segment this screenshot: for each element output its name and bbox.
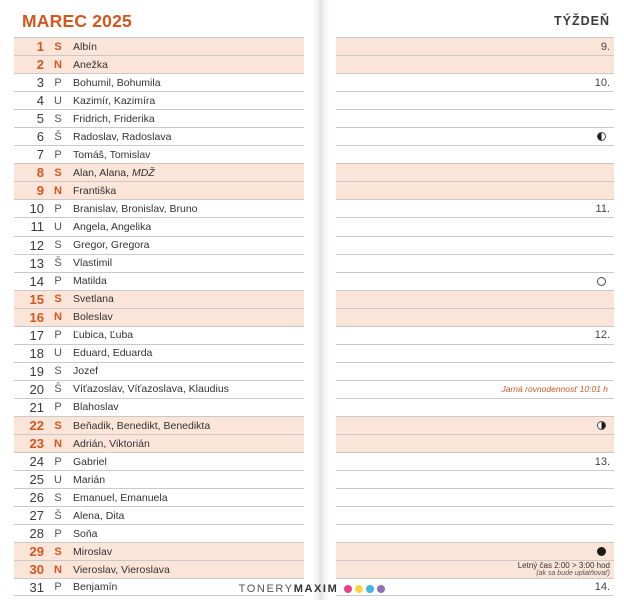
name-day-names — [66, 456, 304, 468]
brand-prefix: TONERY — [238, 583, 294, 595]
day-row[interactable] — [14, 488, 304, 506]
moon-phase-icon — [597, 277, 606, 286]
day-weekday-abbr: N — [54, 58, 62, 71]
note-row[interactable] — [336, 308, 614, 326]
day-number: 18 — [29, 345, 44, 361]
day-number: 23 — [29, 436, 44, 452]
day-weekday-abbr: S — [54, 491, 62, 504]
day-number: 29 — [29, 544, 44, 560]
name-day-text: Branislav, Bronislav, Bruno — [73, 202, 198, 215]
note-row[interactable] — [336, 560, 614, 578]
day-list — [14, 37, 304, 596]
footer-brand — [0, 578, 624, 600]
name-day-text: Anežka — [73, 58, 109, 71]
name-day-names — [66, 329, 304, 341]
day-number: 21 — [29, 399, 44, 415]
brand-suffix: MAXIM — [293, 583, 339, 595]
name-day-names — [66, 546, 304, 558]
day-number: 31 — [29, 579, 44, 595]
note-row[interactable] — [336, 91, 614, 109]
day-weekday-abbr: P — [54, 148, 62, 161]
name-day-names — [66, 59, 304, 71]
name-day-text: Svetlana — [73, 293, 114, 306]
day-number: 20 — [29, 381, 44, 397]
day-number: 19 — [29, 363, 44, 379]
day-row[interactable] — [14, 434, 304, 452]
day-weekday-abbr: Š — [54, 257, 62, 270]
name-day-text: Adrián, Viktorián — [73, 437, 150, 450]
week-number: 13. — [594, 455, 610, 468]
note-row[interactable] — [336, 254, 614, 272]
day-row[interactable] — [14, 452, 304, 470]
page-gutter — [312, 0, 330, 600]
day-number: 14 — [29, 273, 44, 289]
note-row[interactable] — [336, 73, 614, 91]
day-number: 24 — [29, 454, 44, 470]
name-day-text: Angela, Angelika — [73, 220, 152, 233]
note-row[interactable] — [336, 452, 614, 470]
day-number: 27 — [29, 508, 44, 524]
daylight-saving-note — [518, 562, 610, 578]
day-weekday-abbr: P — [54, 581, 62, 594]
dst-main-text: Letný čas 2:00 > 3:00 hod — [517, 560, 610, 570]
name-day-text: Bohumil, Bohumila — [73, 76, 161, 89]
note-row[interactable] — [336, 272, 614, 290]
day-row[interactable] — [14, 542, 304, 560]
week-number: 10. — [594, 76, 610, 89]
note-row[interactable] — [336, 290, 614, 308]
name-day-text: Františka — [73, 184, 117, 197]
name-day-text: Eduard, Eduarda — [73, 347, 153, 360]
name-day-text: Jozef — [73, 365, 99, 378]
day-number: 12 — [29, 237, 44, 253]
day-number: 25 — [29, 472, 44, 488]
note-row[interactable] — [336, 199, 614, 217]
day-weekday-abbr: P — [54, 401, 62, 414]
day-weekday-abbr: P — [54, 455, 62, 468]
day-number: 9 — [36, 183, 44, 199]
note-row[interactable] — [336, 37, 614, 55]
brand-dots — [344, 585, 385, 593]
week-number: 9. — [600, 40, 610, 53]
name-day-names — [66, 401, 304, 413]
day-weekday-abbr: S — [54, 239, 62, 252]
day-number: 5 — [36, 111, 44, 127]
name-day-text: Boleslav — [73, 311, 113, 324]
day-row[interactable] — [14, 127, 304, 145]
day-row[interactable] — [14, 416, 304, 434]
day-row[interactable] — [14, 362, 304, 380]
day-row[interactable] — [14, 109, 304, 127]
day-row[interactable] — [14, 254, 304, 272]
name-day-text: Fridrich, Friderika — [73, 112, 155, 125]
name-day-names — [66, 438, 304, 450]
name-day-names — [66, 365, 304, 377]
note-row[interactable] — [336, 524, 614, 542]
note-row[interactable] — [336, 109, 614, 127]
name-day-names — [66, 149, 304, 161]
day-weekday-abbr: P — [54, 527, 62, 540]
day-number: 3 — [36, 75, 44, 91]
day-weekday-abbr: S — [54, 365, 62, 378]
day-row[interactable] — [14, 470, 304, 488]
name-day-text: Vlastimil — [73, 257, 113, 270]
note-row[interactable] — [336, 434, 614, 452]
day-weekday-abbr: P — [54, 202, 62, 215]
name-day-text: Vieroslav, Vieroslava — [73, 563, 170, 576]
day-row[interactable] — [14, 145, 304, 163]
day-row[interactable] — [14, 55, 304, 73]
name-day-text: Miroslav — [73, 545, 113, 558]
day-weekday-abbr: N — [54, 437, 62, 450]
name-day-names — [66, 203, 304, 215]
note-row[interactable] — [336, 163, 614, 181]
day-row[interactable] — [14, 344, 304, 362]
name-day-names — [66, 510, 304, 522]
brand-dot-icon — [377, 585, 385, 593]
right-page — [330, 0, 624, 600]
astronomical-event-note: Jarná rovnodennosť 10:01 h — [501, 384, 608, 395]
note-row[interactable] — [336, 470, 614, 488]
day-number: 6 — [36, 129, 44, 145]
name-day-text: Marián — [73, 473, 106, 486]
name-day-names — [66, 239, 304, 251]
day-row[interactable] — [14, 398, 304, 416]
name-day-text: Kazimír, Kazimíra — [73, 94, 156, 107]
day-row[interactable] — [14, 181, 304, 199]
name-day-names — [66, 474, 304, 486]
name-day-names — [66, 113, 304, 125]
brand-dot-icon — [344, 585, 352, 593]
name-day-text: Matilda — [73, 275, 107, 288]
dst-sub-text: (ak sa bude uplatňovať) — [536, 570, 610, 578]
day-row[interactable] — [14, 91, 304, 109]
name-day-text: Víťazoslav, Víťazoslava, Klaudius — [73, 383, 229, 396]
day-row[interactable] — [14, 37, 304, 55]
note-row[interactable] — [336, 55, 614, 73]
name-day-names — [66, 257, 304, 269]
name-day-names — [66, 311, 304, 323]
day-number: 16 — [29, 309, 44, 325]
note-row[interactable] — [336, 127, 614, 145]
day-number: 7 — [36, 147, 44, 163]
note-row[interactable] — [336, 145, 614, 163]
day-weekday-abbr: U — [54, 347, 62, 360]
note-row[interactable] — [336, 416, 614, 434]
day-weekday-abbr: U — [54, 94, 62, 107]
name-day-names — [66, 95, 304, 107]
note-row[interactable] — [336, 362, 614, 380]
week-column-title: TÝŽDEŇ — [554, 14, 610, 28]
name-day-text: Gabriel — [73, 455, 107, 468]
name-day-names — [66, 41, 304, 53]
note-row[interactable] — [336, 380, 614, 398]
day-number: 28 — [29, 526, 44, 542]
note-row[interactable] — [336, 488, 614, 506]
day-number: 26 — [29, 490, 44, 506]
name-day-names — [66, 564, 304, 576]
day-row[interactable] — [14, 163, 304, 181]
name-day-text: Alena, Dita — [73, 509, 125, 522]
day-weekday-abbr: P — [54, 275, 62, 288]
name-day-text: Soňa — [73, 527, 98, 540]
day-weekday-abbr: U — [54, 473, 62, 486]
day-number: 17 — [29, 327, 44, 343]
note-row[interactable] — [336, 398, 614, 416]
month-title: MAREC 2025 — [22, 11, 132, 31]
day-row[interactable] — [14, 236, 304, 254]
brand-dot-icon — [366, 585, 374, 593]
day-weekday-abbr: Š — [54, 383, 62, 396]
name-day-names — [66, 185, 304, 197]
day-number: 4 — [36, 93, 44, 109]
moon-phase-icon — [597, 132, 606, 141]
day-weekday-abbr: S — [54, 112, 62, 125]
day-row[interactable] — [14, 326, 304, 344]
name-day-names — [66, 221, 304, 233]
day-row[interactable] — [14, 560, 304, 578]
day-row[interactable] — [14, 73, 304, 91]
day-row[interactable] — [14, 308, 304, 326]
name-day-text: Gregor, Gregora — [73, 239, 150, 252]
day-number: 10 — [29, 201, 44, 217]
name-day-names — [66, 131, 304, 143]
day-weekday-abbr: N — [54, 563, 62, 576]
note-row[interactable] — [336, 217, 614, 235]
day-number: 11 — [30, 219, 44, 235]
day-weekday-abbr: P — [54, 329, 62, 342]
day-row[interactable] — [14, 380, 304, 398]
day-weekday-abbr: N — [54, 184, 62, 197]
day-weekday-abbr: S — [54, 166, 62, 179]
day-number: 2 — [36, 57, 44, 73]
moon-phase-icon — [597, 547, 606, 556]
name-day-names — [66, 528, 304, 540]
day-row[interactable] — [14, 506, 304, 524]
day-row[interactable] — [14, 199, 304, 217]
brand-text — [239, 583, 339, 595]
holiday-note: MDŽ — [131, 166, 155, 179]
name-day-text: Emanuel, Emanuela — [73, 491, 168, 504]
day-number: 22 — [29, 418, 44, 433]
name-day-names — [66, 77, 304, 89]
day-row[interactable] — [14, 524, 304, 542]
day-weekday-abbr: S — [54, 293, 62, 306]
note-row[interactable] — [336, 326, 614, 344]
name-day-text: Benjamín — [73, 581, 118, 594]
note-row[interactable] — [336, 542, 614, 560]
day-weekday-abbr: Š — [54, 509, 62, 522]
name-day-text: Radoslav, Radoslava — [73, 130, 172, 143]
name-day-text: Tomáš, Tomislav — [73, 148, 151, 161]
day-row[interactable] — [14, 272, 304, 290]
day-weekday-abbr: S — [54, 40, 62, 53]
notes-list — [336, 37, 614, 596]
brand-dot-icon — [355, 585, 363, 593]
day-weekday-abbr: N — [54, 311, 62, 324]
name-day-text: Blahoslav — [73, 401, 119, 414]
week-number: 14. — [594, 581, 610, 594]
name-day-names — [66, 275, 304, 287]
name-day-names — [66, 383, 304, 395]
note-row[interactable] — [336, 181, 614, 199]
day-number: 30 — [29, 562, 44, 578]
day-number: 15 — [29, 291, 44, 307]
name-day-text: Ľubica, Ľuba — [73, 329, 134, 342]
week-number: 11. — [595, 202, 610, 215]
day-weekday-abbr: Š — [54, 130, 62, 143]
day-number: 13 — [29, 255, 44, 271]
day-weekday-abbr: S — [54, 419, 62, 432]
day-weekday-abbr: P — [54, 76, 62, 89]
name-day-text: Albín — [73, 40, 97, 53]
note-row[interactable] — [336, 506, 614, 524]
note-row[interactable] — [336, 236, 614, 254]
day-row[interactable] — [14, 290, 304, 308]
day-weekday-abbr: U — [54, 220, 62, 233]
day-number: 1 — [36, 39, 44, 55]
moon-phase-icon — [597, 421, 606, 430]
name-day-names — [66, 293, 304, 305]
name-day-names — [66, 492, 304, 504]
name-day-names — [66, 347, 304, 359]
name-day-names — [66, 420, 304, 432]
name-day-text: Alan, Alana, — [73, 166, 132, 179]
day-number: 8 — [36, 165, 44, 181]
week-number: 12. — [594, 329, 610, 342]
name-day-text: Beňadik, Benedikt, Benedikta — [73, 419, 211, 432]
day-weekday-abbr: S — [54, 545, 62, 558]
day-row[interactable] — [14, 217, 304, 235]
name-day-names — [66, 167, 304, 179]
note-row[interactable] — [336, 344, 614, 362]
